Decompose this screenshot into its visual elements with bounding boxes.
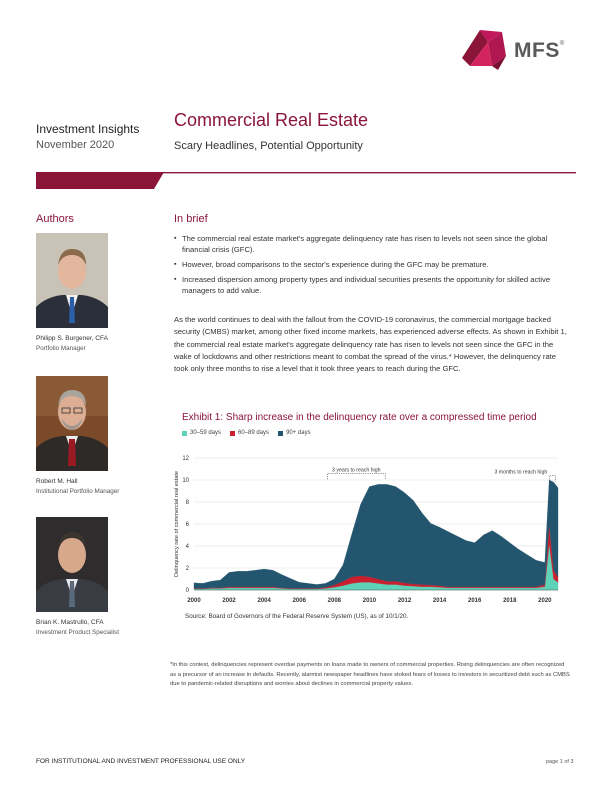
page-title: Commercial Real Estate <box>174 110 369 130</box>
x-tick-label: 2010 <box>362 598 377 604</box>
x-tick-label: 2018 <box>503 598 517 604</box>
legend-item-90-plus <box>278 430 311 436</box>
x-tick-label: 2020 <box>538 598 552 604</box>
in-brief-bullets <box>174 233 568 300</box>
annotation-bracket <box>327 473 385 479</box>
footnote: *In this context, delinquencies represent overdue payments on loans made to owners of commercial properties. Rising delinquencies are often recognized as a precursor of an increase in defaults. Recently, alarmist newspaper headlines have stoked fears of losses to investors in securitized debt such as CMBS due to pandemic-related disruptions and worries about declines in commercial property values. <box>170 662 570 688</box>
author-name: Robert M. Hall <box>36 478 78 485</box>
author-role: Investment Product Specialist <box>36 629 119 636</box>
footer-disclaimer: FOR INSTITUTIONAL AND INVESTMENT PROFESSIONAL USE ONLY <box>36 758 246 765</box>
annotation-label: 3 months to reach high <box>494 469 548 476</box>
body-paragraph: As the world continues to deal with the fallout from the COVID-19 coronavirus, the commercial mortgage backed security (CMBS) market, among other fixed income markets, has experienced adverse effects. As shown in Exhibit 1, the commercial real estate market's aggregate delinquency rate has risen to levels not seen since the GFC in the wake of lockdowns and other restrictions meant to combat the spread of the virus.* However, the delinquency rate took only three months to rise a level that it took three years to reach during the GFC. <box>174 315 567 374</box>
header-band <box>36 172 576 189</box>
legend-label: 90+ days <box>286 430 311 436</box>
y-tick-label: 4 <box>185 544 189 550</box>
x-tick-label: 2006 <box>292 598 306 604</box>
x-tick-label: 2008 <box>327 598 342 604</box>
y-tick-label: 10 <box>182 478 189 484</box>
bullet-item: ▪ Increased dispersion among property types and individual securities presents the opportunity for skilled active managers to add value. <box>174 274 568 297</box>
y-tick-label: 0 <box>185 588 189 594</box>
author-name: Philipp S. Burgener, CFA <box>36 335 108 342</box>
y-tick-label: 2 <box>185 566 189 572</box>
author-photo <box>36 233 108 328</box>
area-series-90-plus <box>194 480 558 588</box>
legend-swatch <box>278 431 283 436</box>
publication-date: November 2020 <box>36 139 115 151</box>
author-photo <box>36 376 108 471</box>
page-subtitle: Scary Headlines, Potential Opportunity <box>174 140 363 152</box>
legend-label: 60–89 days <box>238 430 270 436</box>
author-name: Brian K. Mastrullo, CFA <box>36 619 104 626</box>
in-brief-heading: In brief <box>174 213 208 225</box>
legend-item-60-89 <box>230 430 269 436</box>
logo-wordmark: MFS® <box>514 39 565 62</box>
y-tick-label: 8 <box>185 500 189 506</box>
y-axis-label: Delinquency rate of commercial real estate <box>174 470 180 578</box>
exhibit-title: Exhibit 1: Sharp increase in the delinquency rate over a compressed time period <box>182 412 537 423</box>
author-role: Portfolio Manager <box>36 345 86 352</box>
x-tick-label: 2004 <box>257 598 271 604</box>
x-tick-label: 2016 <box>467 598 482 604</box>
x-tick-label: 2014 <box>432 598 447 604</box>
chart-source: Source: Board of Governors of the Federal Reserve System (US), as of 10/1/20. <box>185 613 409 620</box>
annotation-label: 3 years to reach high <box>332 467 381 474</box>
legend-swatch <box>182 431 187 436</box>
x-tick-label: 2012 <box>397 598 412 604</box>
eyebrow: Investment Insights <box>36 122 140 136</box>
chart-legend <box>182 430 311 436</box>
x-tick-label: 2000 <box>187 598 201 604</box>
delinquency-chart <box>170 448 570 613</box>
page-number: page 1 of 3 <box>546 759 574 765</box>
bullet-item: ▪ However, broad comparisons to the sector's experience during the GFC may be premature. <box>174 259 568 270</box>
y-tick-label: 6 <box>185 522 189 528</box>
author-role: Institutional Portfolio Manager <box>36 488 120 495</box>
x-tick-label: 2002 <box>222 598 236 604</box>
legend-swatch <box>230 431 235 436</box>
logo-mark-icon <box>458 26 510 72</box>
legend-item-30-59 <box>182 430 221 436</box>
y-tick-label: 12 <box>182 456 189 462</box>
legend-label: 30–59 days <box>190 430 222 436</box>
author-photo <box>36 517 108 612</box>
bullet-item: ▪ The commercial real estate market's aggregate delinquency rate has risen to levels not seen since the global financial crisis (GFC). <box>174 233 568 256</box>
mfs-logo <box>458 26 578 72</box>
authors-heading: Authors <box>36 213 74 225</box>
